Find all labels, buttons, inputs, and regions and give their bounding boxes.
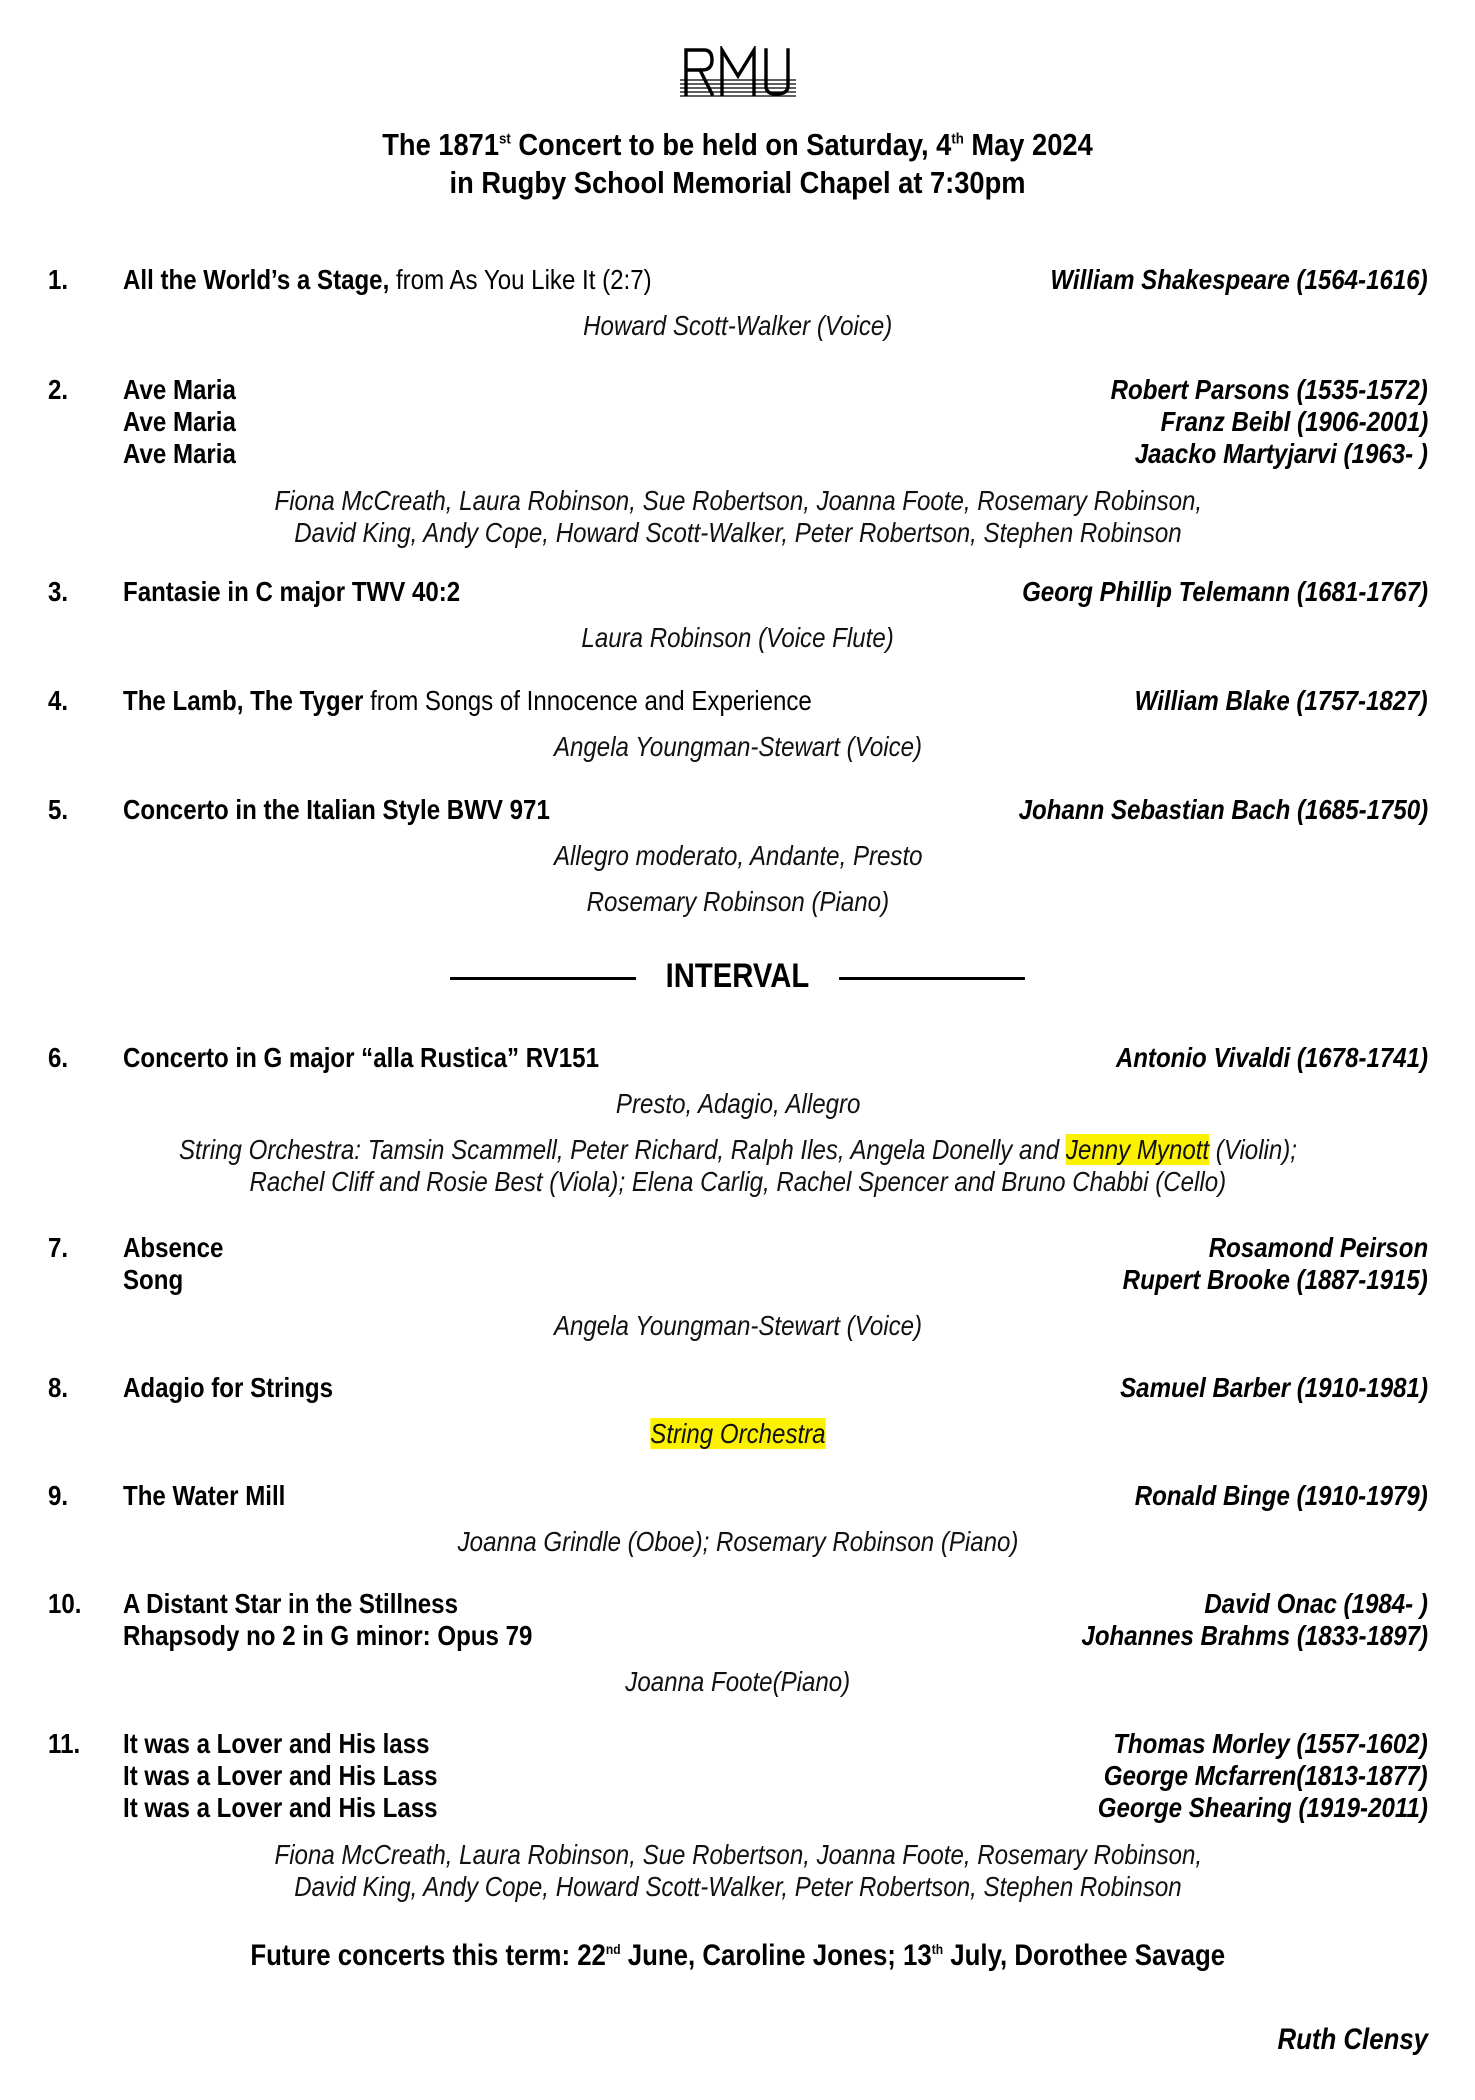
item-number: 3. [48, 576, 69, 607]
composer: Rosamond Peirson [1208, 1232, 1428, 1263]
highlighted-name: Jenny Mynott [1065, 1134, 1210, 1165]
signature: Ruth Clensy [1277, 2023, 1428, 2056]
item-number: 9. [48, 1480, 69, 1511]
item-number: 8. [48, 1372, 69, 1403]
movements: Allegro moderato, Andante, Presto [553, 840, 923, 871]
performers: David King, Andy Cope, Howard Scott-Walker, Peter Robertson, Stephen Robinson [294, 517, 1182, 548]
composer: Thomas Morley (1557-1602) [1113, 1728, 1428, 1759]
performers: Joanna Grindle (Oboe); Rosemary Robinson (Piano) [457, 1526, 1019, 1557]
piece-title: A Distant Star in the Stillness [123, 1588, 458, 1619]
composer: Rupert Brooke (1887-1915) [1122, 1264, 1428, 1295]
composer: William Shakespeare (1564-1616) [1050, 264, 1428, 295]
item-number: 10. [48, 1588, 82, 1619]
piece-title: It was a Lover and His Lass [123, 1760, 438, 1791]
piece-title: All the World’s a Stage, [123, 264, 390, 295]
performers: Fiona McCreath, Laura Robinson, Sue Robertson, Joanna Foote, Rosemary Robinson, [274, 1839, 1202, 1870]
composer: George Shearing (1919-2011) [1097, 1792, 1428, 1823]
performers: Laura Robinson (Voice Flute) [581, 622, 895, 653]
programme-item [48, 1372, 1428, 1450]
programme-item: 4. The Lamb, The Tyger from Songs of Innocence and Experience William Blake (1757-1827) Angela Youngman-Stewart (Voice) [48, 685, 1428, 762]
piece-title: Fantasie in C major TWV 40:2 [123, 576, 461, 607]
interval-divider [0, 956, 1475, 996]
piece-title: Absence [123, 1232, 224, 1263]
programme-item [48, 1728, 1428, 1903]
programme-item [48, 1042, 1428, 1198]
performers: Fiona McCreath, Laura Robinson, Sue Robertson, Joanna Foote, Rosemary Robinson, [274, 485, 1202, 516]
concert-header [89, 126, 1387, 202]
piece-title: Ave Maria [123, 374, 236, 405]
performers: Angela Youngman-Stewart (Voice) [553, 1310, 923, 1341]
item-number: 2. [48, 374, 69, 405]
piece-title: Ave Maria [123, 406, 236, 437]
programme-item [48, 576, 1428, 654]
item-number: 1. [48, 264, 69, 295]
item-number: 4. [48, 685, 69, 716]
performers: Angela Youngman-Stewart (Voice) [553, 731, 923, 762]
rmu-logo [0, 46, 1475, 113]
performers: Rosemary Robinson (Piano) [586, 886, 890, 917]
piece-title: The Lamb, The Tyger [123, 685, 364, 716]
performers: David King, Andy Cope, Howard Scott-Walker, Peter Robertson, Stephen Robinson [294, 1871, 1182, 1902]
piece-title: Rhapsody no 2 in G minor: Opus 79 [123, 1620, 533, 1651]
programme-item [48, 1588, 1428, 1698]
rmu-monogram-icon [678, 46, 798, 108]
composer: Johannes Brahms (1833-1897) [1081, 1620, 1428, 1651]
composer: David Onac (1984- ) [1204, 1588, 1428, 1619]
piece-title: It was a Lover and His lass [123, 1728, 430, 1759]
programme-item [48, 1480, 1428, 1558]
composer: Franz Beibl (1906-2001) [1160, 406, 1428, 437]
composer: Samuel Barber (1910-1981) [1120, 1372, 1428, 1403]
svg-text:RMU: RMU [737, 106, 740, 107]
piece-title: The Water Mill [123, 1480, 286, 1511]
programme-item [48, 794, 1428, 918]
performers-highlighted: String Orchestra [650, 1418, 826, 1449]
interval-rule-right [839, 977, 1025, 980]
item-number: 5. [48, 794, 69, 825]
item-number: 11. [48, 1728, 81, 1759]
composer: Jaacko Martyjarvi (1963- ) [1134, 438, 1428, 469]
composer: Johann Sebastian Bach (1685-1750) [1018, 794, 1428, 825]
movements: Presto, Adagio, Allegro [615, 1088, 861, 1119]
header-line-2: in Rugby School Memorial Chapel at 7:30pm [449, 165, 1026, 200]
interval-rule-left [450, 977, 636, 980]
piece-title: Song [123, 1264, 184, 1295]
header-line-1: The 1871st Concert to be held on Saturday, 4th May 2024 [382, 127, 1093, 162]
item-number: 6. [48, 1042, 69, 1073]
programme-item [48, 1232, 1428, 1342]
piece-title: Ave Maria [123, 438, 236, 469]
piece-title: Concerto in the Italian Style BWV 971 [123, 794, 550, 825]
item-number: 7. [48, 1232, 69, 1263]
performers: Howard Scott-Walker (Voice) [583, 310, 893, 341]
composer: William Blake (1757-1827) [1135, 685, 1428, 716]
programme-item [48, 374, 1428, 549]
future-concerts: Future concerts this term: 22nd June, Caroline Jones; 13th July, Dorothee Savage [250, 1939, 1225, 1972]
composer: Ronald Binge (1910-1979) [1134, 1480, 1428, 1511]
piece-title: Concerto in G major “alla Rustica” RV151 [123, 1042, 599, 1073]
composer: Robert Parsons (1535-1572) [1110, 374, 1428, 405]
orchestra-line-1: String Orchestra: Tamsin Scammell, Peter Richard, Ralph Iles, Angela Donelly and Jenny Mynott (Violin); [179, 1134, 1297, 1165]
composer: Antonio Vivaldi (1678-1741) [1115, 1042, 1428, 1073]
orchestra-line-2: Rachel Cliff and Rosie Best (Viola); Elena Carlig, Rachel Spencer and Bruno Chabbi (Cello) [249, 1166, 1227, 1197]
piece-title: Adagio for Strings [123, 1372, 334, 1403]
performers: Joanna Foote(Piano) [625, 1666, 851, 1697]
piece-title: It was a Lover and His Lass [123, 1792, 438, 1823]
composer: George Mcfarren(1813-1877) [1104, 1760, 1428, 1791]
programme-item: 1. All the World’s a Stage, from As You Like It (2:7) William Shakespeare (1564-1616) Howard Scott-Walker (Voice) [48, 264, 1428, 341]
interval-label: INTERVAL [665, 957, 810, 995]
composer: Georg Phillip Telemann (1681-1767) [1022, 576, 1428, 607]
